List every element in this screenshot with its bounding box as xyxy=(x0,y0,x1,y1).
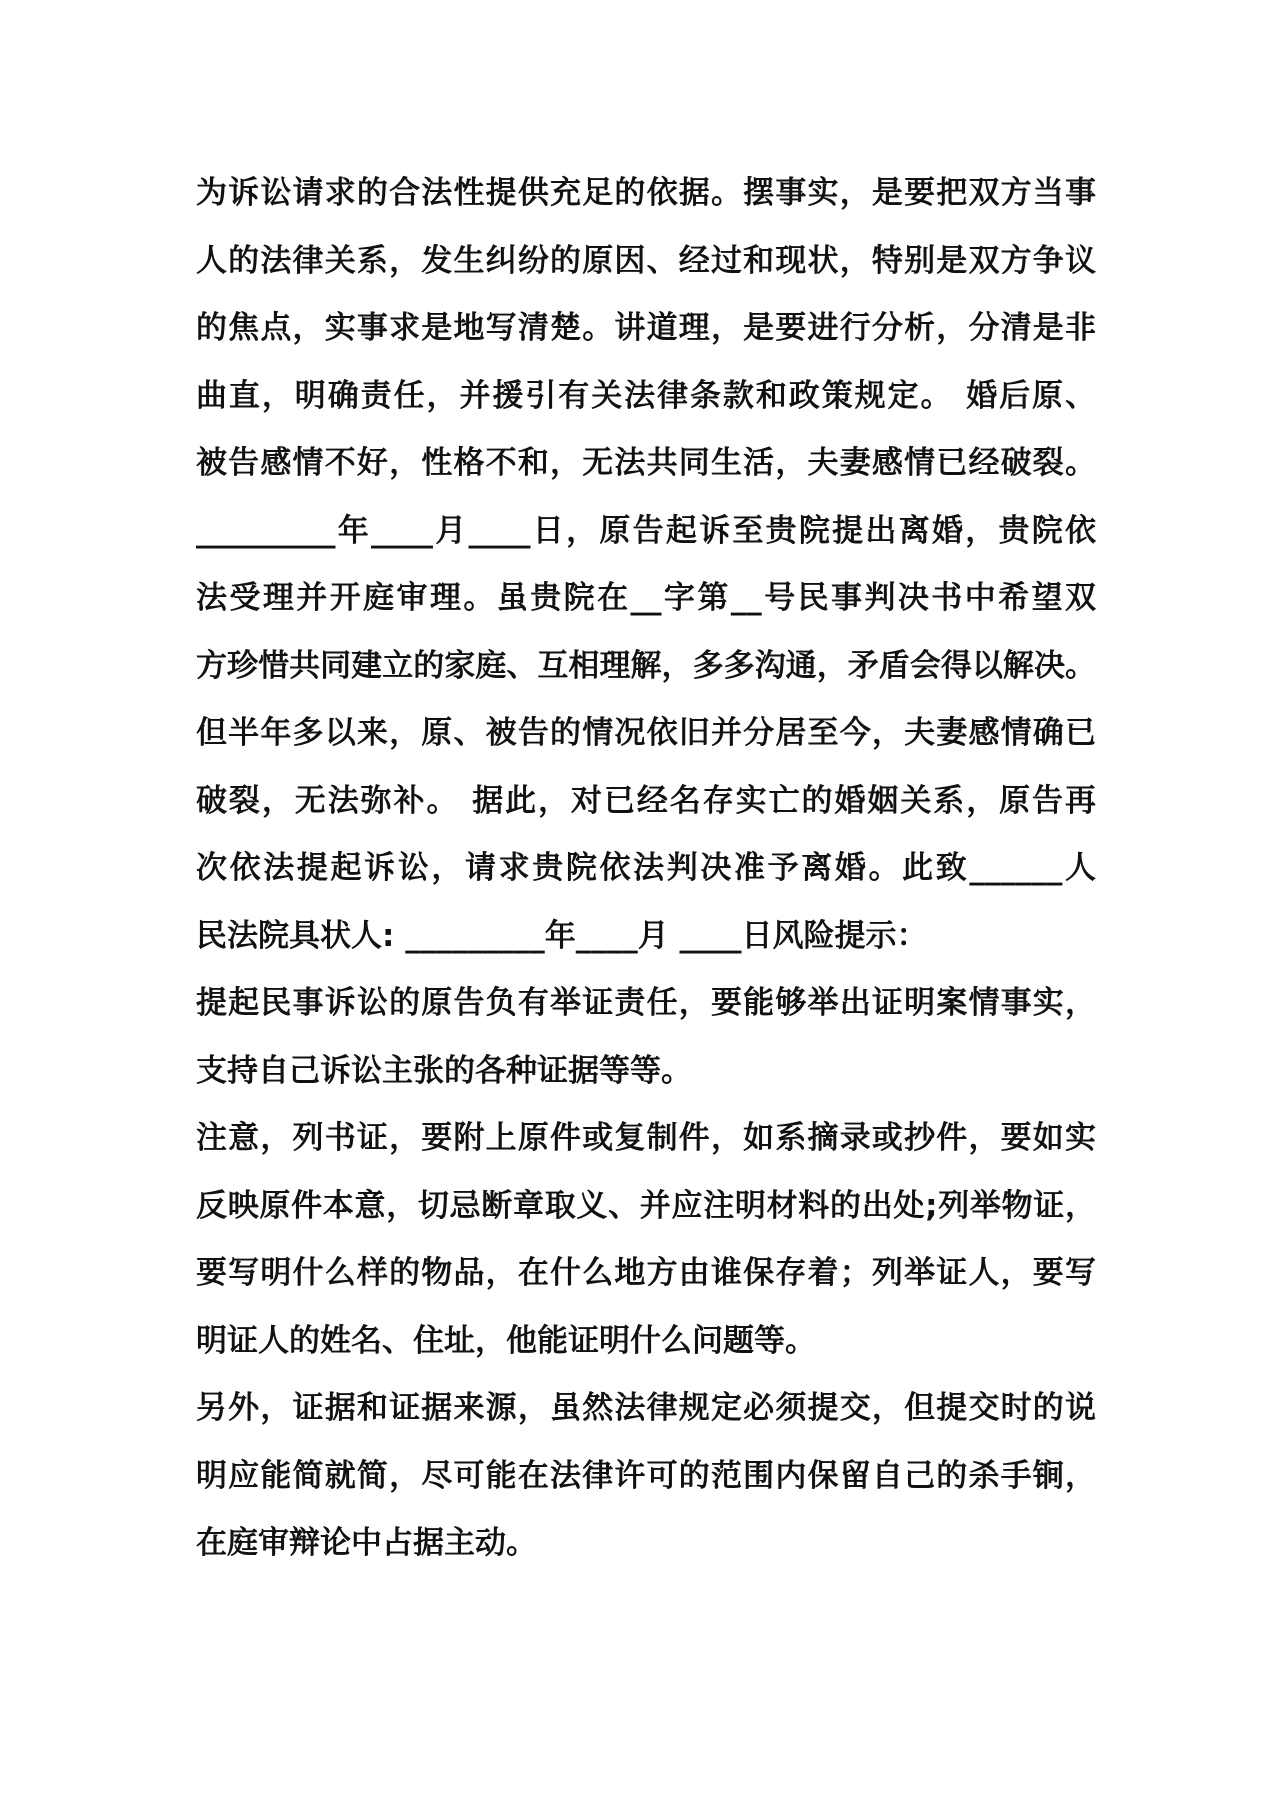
text-line-7: 法受理并开庭审理。虽贵院在__字第__号民事判决书中希望双 xyxy=(196,580,1096,616)
text-line-16: 反映原件本意，切忌断章取义、并应注明材料的出处;列举物证， xyxy=(196,1187,1096,1224)
text-line-21: 在庭审辩论中占据主动。 xyxy=(196,1525,537,1561)
text-line-9: 但半年多以来，原、被告的情况依旧并分居至今，夫妻感情确已 xyxy=(196,715,1096,751)
text-line-19: 另外，证据和证据来源，虽然法律规定必须提交，但提交时的说 xyxy=(196,1390,1096,1426)
text-line-14: 支持自己诉讼主张的各种证据等等。 xyxy=(196,1052,692,1089)
text-line-1: 为诉讼请求的合法性提供充足的依据。摆事实，是要把双方当事 xyxy=(196,175,1096,211)
text-line-20: 明应能简就简，尽可能在法律许可的范围内保留自己的杀手锏， xyxy=(196,1457,1096,1494)
text-line-5: 被告感情不好，性格不和，无法共同生活，夫妻感情已经破裂。 xyxy=(196,445,1096,481)
text-line-2: 人的法律关系，发生纠纷的原因、经过和现状，特别是双方争议 xyxy=(196,242,1096,279)
text-line-8: 方珍惜共同建立的家庭、互相理解，多多沟通，矛盾会得以解决。 xyxy=(196,647,1096,684)
document-body xyxy=(196,160,1096,1578)
text-line-3: 的焦点，实事求是地写清楚。讲道理，是要进行分析，分清是非 xyxy=(196,310,1096,346)
text-line-12: 民法院具状人: _________年____月 ____日风险提示： xyxy=(196,917,928,954)
text-line-18: 明证人的姓名、住址，他能证明什么问题等。 xyxy=(196,1322,816,1359)
text-line-10: 破裂，无法弥补。 据此，对已经名存实亡的婚姻关系，原告再 xyxy=(196,782,1096,819)
text-line-4: 曲直，明确责任，并援引有关法律条款和政策规定。 婚后原、 xyxy=(196,377,1096,414)
text-line-13: 提起民事诉讼的原告负有举证责任，要能够举出证明案情事实， xyxy=(196,985,1096,1021)
text-line-15: 注意，列书证，要附上原件或复制件，如系摘录或抄件，要如实 xyxy=(196,1120,1096,1156)
text-line-6: _________年____月____日，原告起诉至贵院提出离婚，贵院依 xyxy=(196,512,1096,549)
text-line-17: 要写明什么样的物品，在什么地方由谁保存着；列举证人，要写 xyxy=(196,1255,1096,1291)
text-line-11: 次依法提起诉讼，请求贵院依法判决准予离婚。此致______人 xyxy=(196,850,1096,886)
